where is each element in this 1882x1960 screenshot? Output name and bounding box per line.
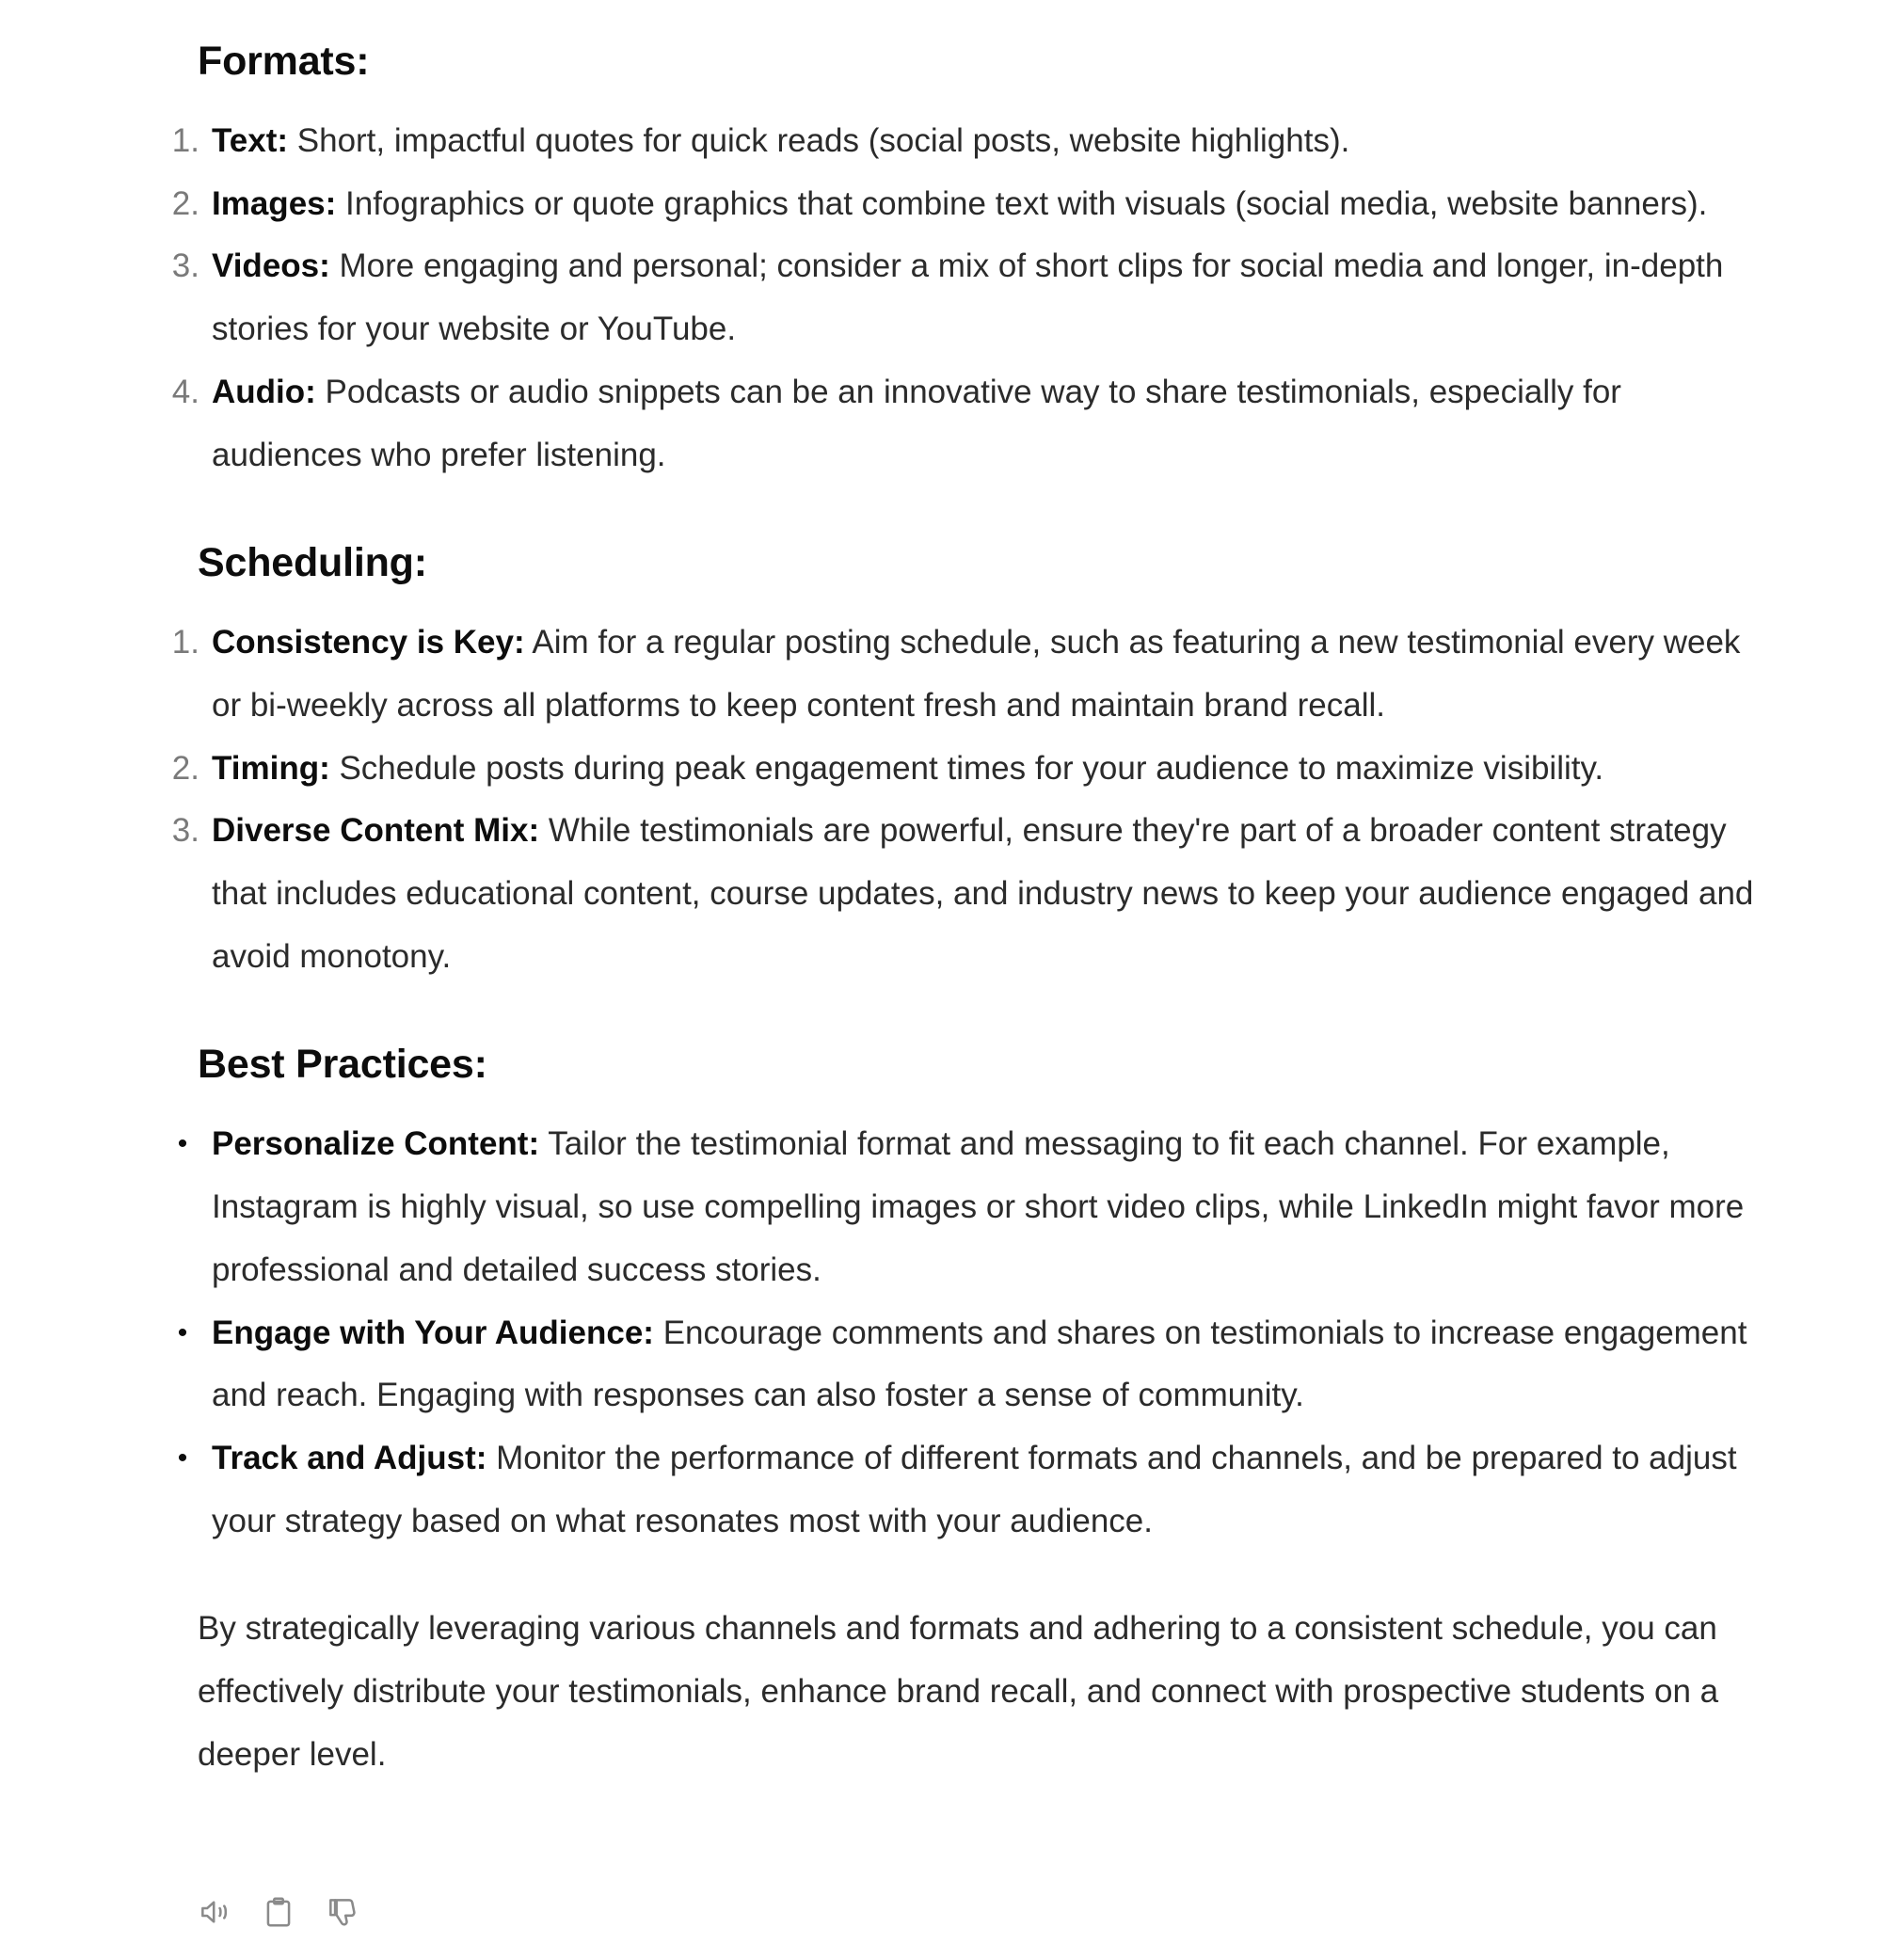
item-text: Monitor the performance of different formats and channels, and be prepared to adjust your strategy based on what resonates most with your audience. xyxy=(212,1439,1737,1539)
formats-list xyxy=(171,110,1760,486)
item-text: Aim for a regular posting schedule, such as featuring a new testimonial every week or bi-weekly across all platforms to keep content fresh and maintain brand recall. xyxy=(212,624,1741,724)
read-aloud-icon xyxy=(197,1894,232,1930)
item-text: Tailor the testimonial format and messaging to fit each channel. For example, Instagram is highly visual, so use compelling images or short video clips, while LinkedIn might favor more professional and detailed success stories. xyxy=(212,1125,1745,1288)
scheduling-section xyxy=(171,530,1760,988)
bullet-icon: • xyxy=(177,1128,188,1160)
item-label: Personalize Content: xyxy=(212,1125,540,1163)
item-label: Videos: xyxy=(212,247,330,285)
scheduling-list xyxy=(171,612,1760,988)
thumbs-down-button[interactable] xyxy=(322,1891,363,1933)
message-actions xyxy=(194,1891,363,1933)
list-number: 3. xyxy=(171,247,199,285)
thumbs-down-icon xyxy=(325,1894,360,1930)
item-text: Encourage comments and shares on testimonials to increase engagement and reach. Engaging with responses can also foster a sense of community. xyxy=(212,1314,1747,1414)
practice-item-personalize xyxy=(177,1113,1760,1301)
formats-item-images xyxy=(171,173,1760,236)
item-label: Timing: xyxy=(212,749,330,787)
item-text: Podcasts or audio snippets can be an innovative way to share testimonials, especially for audiences who prefer listening. xyxy=(212,373,1621,473)
formats-section xyxy=(171,28,1760,486)
item-label: Track and Adjust: xyxy=(212,1439,487,1476)
item-label: Consistency is Key: xyxy=(212,624,525,661)
item-text: Infographics or quote graphics that combine text with visuals (social media, website banners). xyxy=(336,184,1708,222)
bullet-icon: • xyxy=(177,1442,188,1474)
item-label: Engage with Your Audience: xyxy=(212,1314,654,1351)
list-number: 3. xyxy=(171,812,199,850)
practice-item-engage xyxy=(177,1302,1760,1427)
bullet-icon: • xyxy=(177,1316,188,1348)
list-number: 4. xyxy=(171,373,199,410)
item-label: Audio: xyxy=(212,373,316,410)
formats-item-videos xyxy=(171,235,1760,360)
list-number: 1. xyxy=(171,624,199,661)
item-text: Schedule posts during peak engagement times for your audience to maximize visibility. xyxy=(329,749,1604,787)
practice-item-track xyxy=(177,1427,1760,1553)
scheduling-item-timing xyxy=(171,738,1760,801)
formats-item-audio xyxy=(171,361,1760,486)
list-number: 2. xyxy=(171,184,199,222)
closing-paragraph: By strategically leveraging various channels and formats and adhering to a consistent schedule, you can effectively distribute your testimonials, enhance brand recall, and connect with prospective students on a deeper level. xyxy=(198,1610,1719,1773)
scheduling-item-content-mix xyxy=(171,800,1760,988)
item-text: Short, impactful quotes for quick reads (social posts, website highlights). xyxy=(288,122,1350,159)
copy-icon xyxy=(261,1894,296,1930)
best-practices-heading: Best Practices: xyxy=(198,1042,487,1088)
list-number: 2. xyxy=(171,749,199,787)
scheduling-heading: Scheduling: xyxy=(198,540,427,586)
item-text: While testimonials are powerful, ensure they're part of a broader content strategy that includes educational content, course updates, and industry news to keep your audience engaged and avoid monotony. xyxy=(212,812,1754,975)
formats-item-text xyxy=(171,110,1760,173)
best-practices-list xyxy=(177,1113,1760,1553)
item-label: Text: xyxy=(212,122,289,159)
assistant-message xyxy=(171,28,1760,1819)
item-text: More engaging and personal; consider a mix of short clips for social media and longer, in-depth stories for your website or YouTube. xyxy=(212,247,1724,348)
item-label: Images: xyxy=(212,184,337,222)
item-label: Diverse Content Mix: xyxy=(212,812,540,850)
best-practices-section xyxy=(177,1031,1760,1553)
copy-button[interactable] xyxy=(258,1891,299,1933)
read-aloud-button[interactable] xyxy=(194,1891,235,1933)
scheduling-item-consistency xyxy=(171,612,1760,737)
formats-heading: Formats: xyxy=(198,39,370,84)
list-number: 1. xyxy=(171,122,199,159)
